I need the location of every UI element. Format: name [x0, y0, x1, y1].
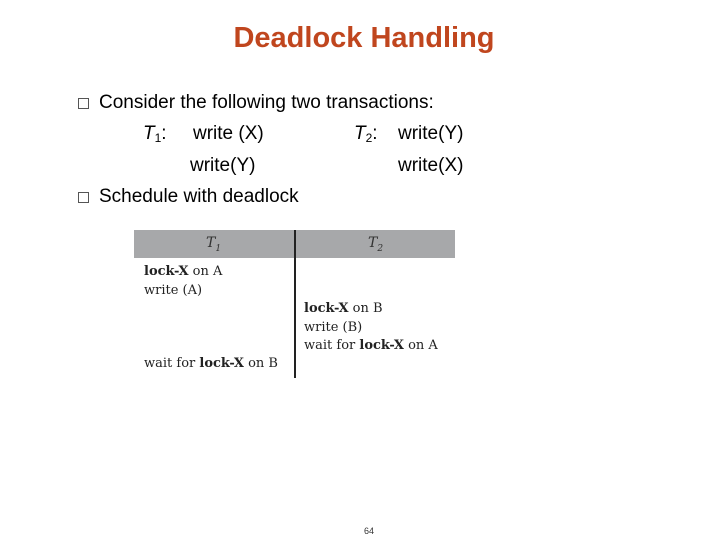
bullet-consider: [78, 92, 434, 114]
t1-label: $T_1$:: [143, 123, 167, 145]
bullet-text: Consider the following two transactions:: [99, 92, 434, 113]
schedule-table: [134, 230, 455, 378]
t2-step-lock-b: lock-X on B: [304, 301, 383, 316]
t1-step-wait-b: wait for lock-X on B: [144, 356, 278, 371]
t1-op2: write(Y): [190, 155, 256, 176]
page-number: 64: [364, 526, 375, 536]
t1-op1: write (X): [193, 123, 264, 144]
slide-title: Deadlock Handling: [233, 22, 495, 54]
header-t2: $T_2$: [368, 235, 384, 254]
bullet-text: Schedule with deadlock: [99, 186, 299, 207]
t2-op2: write(X): [398, 155, 464, 176]
t2-label: $T_2$:: [354, 123, 378, 145]
column-divider: [294, 230, 296, 378]
t1-step-write-a: write (A): [144, 283, 203, 298]
t2-step-write-b: write (B): [304, 320, 363, 335]
square-bullet-icon: [78, 98, 89, 109]
t1-step-lock-a: lock-X on A: [144, 264, 223, 279]
t2-step-wait-a: wait for lock-X on A: [304, 338, 438, 353]
square-bullet-icon: [78, 192, 89, 203]
t2-op1: write(Y): [398, 123, 464, 144]
bullet-schedule: [78, 186, 299, 208]
header-t1: $T_1$: [206, 235, 222, 254]
